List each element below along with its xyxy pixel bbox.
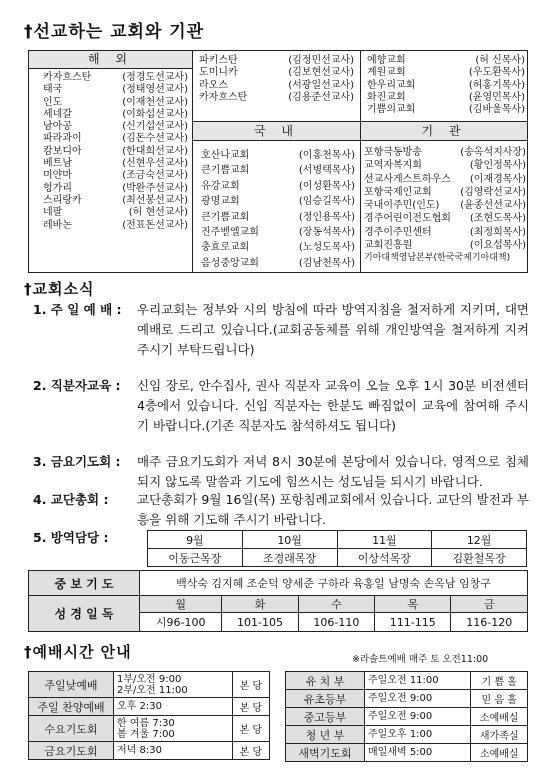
list-item bbox=[43, 97, 188, 109]
list-item bbox=[199, 55, 354, 67]
item-person: (이재천선교사) bbox=[122, 96, 188, 108]
service-place: 소예배실 bbox=[471, 744, 528, 762]
list-item bbox=[43, 183, 188, 195]
missions-box bbox=[28, 50, 528, 273]
item-person: (정인용목사) bbox=[298, 211, 355, 223]
list-item bbox=[43, 84, 188, 96]
quarantine-name: 조경래목장 bbox=[242, 549, 337, 567]
item-person: (장동석목사) bbox=[298, 227, 355, 239]
item-name: 도미니카 bbox=[199, 67, 238, 79]
list-item bbox=[364, 252, 526, 265]
service-name: 청 년 부 bbox=[286, 726, 365, 744]
bible-reading: 101-105 bbox=[222, 613, 298, 632]
quarantine-name: 이상석목장 bbox=[337, 549, 432, 567]
service-row bbox=[29, 698, 270, 716]
item-name: 한우리교회 bbox=[367, 79, 416, 91]
item-person: (노성도목사) bbox=[298, 242, 355, 254]
list-item bbox=[43, 72, 188, 84]
quarantine-name: 김환철목장 bbox=[432, 549, 527, 567]
news-text-2: 신임 장로, 안수집사, 권사 직분자 교육이 오늘 오후 1시 30분 비전센터 4층에서 있습니다. 신임 직분자는 한분도 빠짐없이 교육에 참여해 주시기 바랍니다.(기존 직분자도 참석하셔도 됩니다) bbox=[137, 378, 529, 433]
service-row bbox=[29, 742, 270, 760]
item-person: (박완주선교사) bbox=[122, 182, 188, 194]
news-section bbox=[0, 298, 548, 548]
item-person: (윤종선선교사) bbox=[460, 200, 526, 212]
item-person: (정경도선교사) bbox=[122, 72, 188, 83]
service-name: 수요기도회 bbox=[29, 716, 114, 742]
news-text-3: 매주 금요기도회가 저녁 8시 30분에 본당에서 있습니다. 영적으로 침체되지 않도록 말씀과 기도에 힘쓰시는 성도님들 되시기 바랍니다. bbox=[137, 454, 529, 489]
domestic-header: 국 내 bbox=[193, 122, 360, 141]
service-time: 매일새벽 5:00 bbox=[365, 744, 471, 762]
service-row bbox=[286, 708, 528, 726]
month-cell: 11월 bbox=[337, 531, 432, 549]
item-person: (조금숙선교사) bbox=[122, 170, 188, 182]
item-name: 호산나교회 bbox=[201, 150, 250, 161]
item-person: (송옥석지사장) bbox=[460, 147, 526, 158]
services-left-table bbox=[28, 671, 270, 760]
list-item bbox=[201, 163, 355, 178]
overseas-extra-list bbox=[199, 55, 354, 104]
list-item bbox=[364, 239, 526, 252]
overseas-list bbox=[29, 69, 192, 232]
item-name: 큰기쁨교회 bbox=[201, 165, 250, 177]
item-name: 기쁨의교회 bbox=[367, 104, 416, 116]
list-item bbox=[201, 194, 355, 209]
list-item bbox=[43, 146, 188, 158]
list-item bbox=[367, 104, 525, 116]
item-name: 포항국제인교회 bbox=[364, 186, 432, 198]
bible-reading: 시96-100 bbox=[140, 613, 222, 632]
prayer-bible-table bbox=[28, 570, 528, 632]
news-label-2: 2. 직분자교육 : bbox=[33, 378, 121, 393]
item-person: (신기섭선교사) bbox=[122, 121, 188, 133]
service-name: 새벽기도회 bbox=[286, 744, 365, 762]
bible-day: 금 bbox=[451, 596, 528, 613]
bible-reading: 111-115 bbox=[375, 613, 451, 632]
item-name: 선교사게스트하우스 bbox=[364, 173, 451, 185]
service-row bbox=[29, 672, 270, 698]
item-person: (윤영민목사) bbox=[468, 91, 525, 103]
service-name: 주일 찬양예배 bbox=[29, 698, 114, 716]
list-item bbox=[199, 80, 354, 92]
list-item bbox=[43, 207, 188, 219]
item-person: (최정희목사) bbox=[469, 226, 526, 238]
list-item bbox=[364, 186, 526, 199]
bible-day: 화 bbox=[222, 596, 298, 613]
item-name: 진주벧엘교회 bbox=[201, 227, 259, 239]
service-place: 본 당 bbox=[232, 672, 269, 698]
item-person: (이성환목사) bbox=[298, 180, 355, 192]
service-name: 유초등부 bbox=[286, 690, 365, 708]
service-place: 본 당 bbox=[232, 742, 269, 760]
list-item bbox=[201, 179, 355, 194]
bible-day: 목 bbox=[375, 596, 451, 613]
organizations-header: 기 관 bbox=[361, 122, 527, 141]
item-name: 광명교회 bbox=[201, 196, 240, 208]
list-item bbox=[364, 212, 526, 225]
news-label-4: 4. 교단총회 : bbox=[33, 492, 109, 507]
service-time: 1부/오전 9:00 2부/오전 11:00 bbox=[114, 672, 233, 698]
services-title: †예배시간 안내 bbox=[24, 643, 132, 661]
service-time: 한 여름 7:30 봄 겨울 7:00 bbox=[114, 716, 233, 742]
list-item bbox=[43, 121, 188, 133]
list-item bbox=[367, 92, 525, 104]
prayer-label: 중 보 기 도 bbox=[29, 571, 140, 596]
item-name: 경주어린이전도협회 bbox=[364, 213, 451, 225]
item-name: 네팔 bbox=[43, 207, 63, 219]
list-item bbox=[364, 173, 526, 186]
item-name: 경주이주민센터 bbox=[364, 226, 432, 238]
domestic-list bbox=[201, 148, 355, 271]
service-row bbox=[286, 690, 528, 708]
item-person: (최선봉선교사) bbox=[122, 194, 188, 206]
item-name: 유강교회 bbox=[201, 180, 240, 192]
news-label-3: 3. 금요기도회 : bbox=[33, 454, 121, 469]
item-name: 스리랑카 bbox=[43, 194, 82, 206]
service-name: 금요기도회 bbox=[29, 742, 114, 760]
item-person: (김보현선교사) bbox=[288, 67, 354, 79]
item-name: 파라과이 bbox=[43, 133, 82, 145]
item-name: 교역자복지회 bbox=[364, 160, 422, 172]
item-name: 캄보디아 bbox=[43, 145, 82, 157]
item-person: (임승길목사) bbox=[298, 196, 355, 208]
news-text-1: 우리교회는 정부와 시의 방침에 따라 방역지침을 철저하게 지키며, 대면 예배로 드리고 있습니다.(교회공동체를 위해 개인방역을 철저하게 지켜주시기 부탁드립니다) bbox=[137, 302, 529, 357]
list-item bbox=[364, 159, 526, 172]
item-name: 포항극동방송 bbox=[364, 147, 422, 158]
news-label-5: 5. 방역담당 : bbox=[33, 530, 109, 545]
service-place: 소예배실 bbox=[471, 708, 528, 726]
service-row bbox=[286, 672, 528, 690]
item-name: 기아대책영남본부(한국국제기아대책) bbox=[364, 253, 511, 264]
list-item bbox=[43, 220, 188, 232]
item-person: (조현도목사) bbox=[469, 213, 526, 225]
item-person: (이요섭목사) bbox=[469, 240, 526, 252]
list-item bbox=[43, 195, 188, 207]
list-item bbox=[364, 226, 526, 239]
overseas-header: 해 외 bbox=[29, 51, 192, 69]
service-row bbox=[29, 716, 270, 742]
month-cell: 12월 bbox=[432, 531, 527, 549]
item-name: 예향교회 bbox=[367, 55, 406, 66]
list-item bbox=[364, 199, 526, 212]
item-name: 음성중앙교회 bbox=[201, 257, 259, 269]
service-time: 주일오후 1:00 bbox=[365, 726, 471, 744]
news-title: †교회소식 bbox=[24, 280, 95, 298]
service-time: 주일오전 9:00 bbox=[365, 690, 471, 708]
list-item bbox=[367, 67, 525, 79]
service-time: 주일오전 11:00 bbox=[365, 672, 471, 690]
list-item bbox=[367, 55, 525, 67]
item-name: 라오스 bbox=[199, 79, 228, 91]
item-person: (서광일선교사) bbox=[288, 79, 354, 91]
bible-day: 월 bbox=[140, 596, 222, 613]
service-time: 주일오전 9:00 bbox=[365, 708, 471, 726]
item-person: (허홍기목사) bbox=[468, 79, 525, 91]
item-person: (김정민선교사) bbox=[288, 55, 354, 66]
item-name: 미얀마 bbox=[43, 170, 72, 182]
item-person: (김용준선교사) bbox=[288, 91, 354, 103]
organizations-list bbox=[364, 146, 526, 266]
service-place: 기 쁨 홀 bbox=[471, 672, 528, 690]
list-item bbox=[43, 158, 188, 170]
list-item bbox=[367, 80, 525, 92]
item-person: (허 신목사) bbox=[475, 55, 525, 66]
item-person: (김남천목사) bbox=[298, 257, 355, 269]
bible-reading: 106-110 bbox=[298, 613, 374, 632]
services-note: ※라솔트예배 매주 토 오전11:00 bbox=[352, 654, 489, 665]
service-name: 중고등부 bbox=[286, 708, 365, 726]
month-cell: 9월 bbox=[148, 531, 243, 549]
list-item bbox=[43, 109, 188, 121]
list-item bbox=[201, 225, 355, 240]
item-person: (우도환목사) bbox=[468, 67, 525, 79]
item-person: (김영락선교사) bbox=[460, 186, 526, 198]
quarantine-name: 이동근목장 bbox=[148, 549, 243, 567]
item-name: 베트남 bbox=[43, 158, 72, 170]
item-name: 계원교회 bbox=[367, 67, 406, 79]
bible-day: 수 bbox=[298, 596, 374, 613]
service-place: 본 당 bbox=[232, 698, 269, 716]
item-name: 남아공 bbox=[43, 121, 72, 133]
item-name: 카자흐스탄 bbox=[43, 72, 92, 83]
item-name: 태국 bbox=[43, 84, 63, 96]
item-person: (김바울목사) bbox=[468, 104, 525, 116]
quarantine-table bbox=[147, 530, 527, 567]
list-item bbox=[364, 146, 526, 159]
service-time: 오후 2:30 bbox=[114, 698, 233, 716]
service-row bbox=[286, 744, 528, 762]
list-item bbox=[201, 148, 355, 163]
list-item bbox=[201, 240, 355, 255]
item-name: 카자흐스탄 bbox=[199, 91, 248, 103]
item-person: (이재경목사) bbox=[469, 173, 526, 185]
service-place: 본 당 bbox=[232, 716, 269, 742]
services-right-table bbox=[285, 671, 528, 762]
service-time: 저녁 8:30 bbox=[114, 742, 233, 760]
month-cell: 10월 bbox=[242, 531, 337, 549]
item-name: 파키스탄 bbox=[199, 55, 238, 66]
service-row bbox=[286, 726, 528, 744]
missions-title: †선교하는 교회와 기관 bbox=[24, 22, 205, 42]
service-name: 유 치 부 bbox=[286, 672, 365, 690]
item-name: 인도 bbox=[43, 96, 63, 108]
service-name: 주일낮예배 bbox=[29, 672, 114, 698]
item-name: 큰기쁨교회 bbox=[201, 211, 250, 223]
bible-label: 성 경 일 독 bbox=[29, 596, 140, 632]
list-item bbox=[199, 67, 354, 79]
news-text-4: 교단총회가 9월 16일(목) 포항침례교회에서 있습니다. 교단의 발전과 부흥을 위해 기도해 주시기 바랍니다. bbox=[137, 492, 529, 527]
prayer-names: 백삭숙 김지혜 조순덕 양세준 구하라 육홍일 남명숙 손옥남 임창구 bbox=[140, 571, 528, 596]
item-person: (서병택목사) bbox=[298, 165, 355, 177]
item-person: (신현우선교사) bbox=[122, 158, 188, 170]
list-item bbox=[199, 92, 354, 104]
service-place: 믿 음 홀 bbox=[471, 690, 528, 708]
item-name: 세네갈 bbox=[43, 108, 72, 120]
item-name: 교회진흥원 bbox=[364, 240, 413, 252]
news-label-1: 1. 주 일 예 배 : bbox=[33, 302, 122, 317]
service-place: 새가족실 bbox=[471, 726, 528, 744]
church-extra-list bbox=[367, 55, 525, 116]
bible-reading: 116-120 bbox=[451, 613, 528, 632]
item-person: (허 현선교사) bbox=[128, 207, 188, 219]
list-item bbox=[43, 170, 188, 182]
item-person: (이화섭선교사) bbox=[122, 108, 188, 120]
item-person: (한대희선교사) bbox=[122, 145, 188, 157]
item-name: 레바논 bbox=[43, 219, 72, 231]
item-person: (전표돈선교사) bbox=[122, 219, 188, 231]
item-name: 헝가리 bbox=[43, 182, 72, 194]
item-person: (김돈수선교사) bbox=[122, 133, 188, 145]
item-person: (정태영선교사) bbox=[122, 84, 188, 96]
item-name: 충효로교회 bbox=[201, 242, 250, 254]
item-person: (이홍천목사) bbox=[298, 150, 355, 161]
item-person: (황인정목사) bbox=[469, 160, 526, 172]
list-item bbox=[43, 133, 188, 145]
item-name: 화진교회 bbox=[367, 91, 406, 103]
list-item bbox=[201, 256, 355, 271]
item-name: 국내이주민(인도) bbox=[364, 200, 440, 212]
list-item bbox=[201, 210, 355, 225]
